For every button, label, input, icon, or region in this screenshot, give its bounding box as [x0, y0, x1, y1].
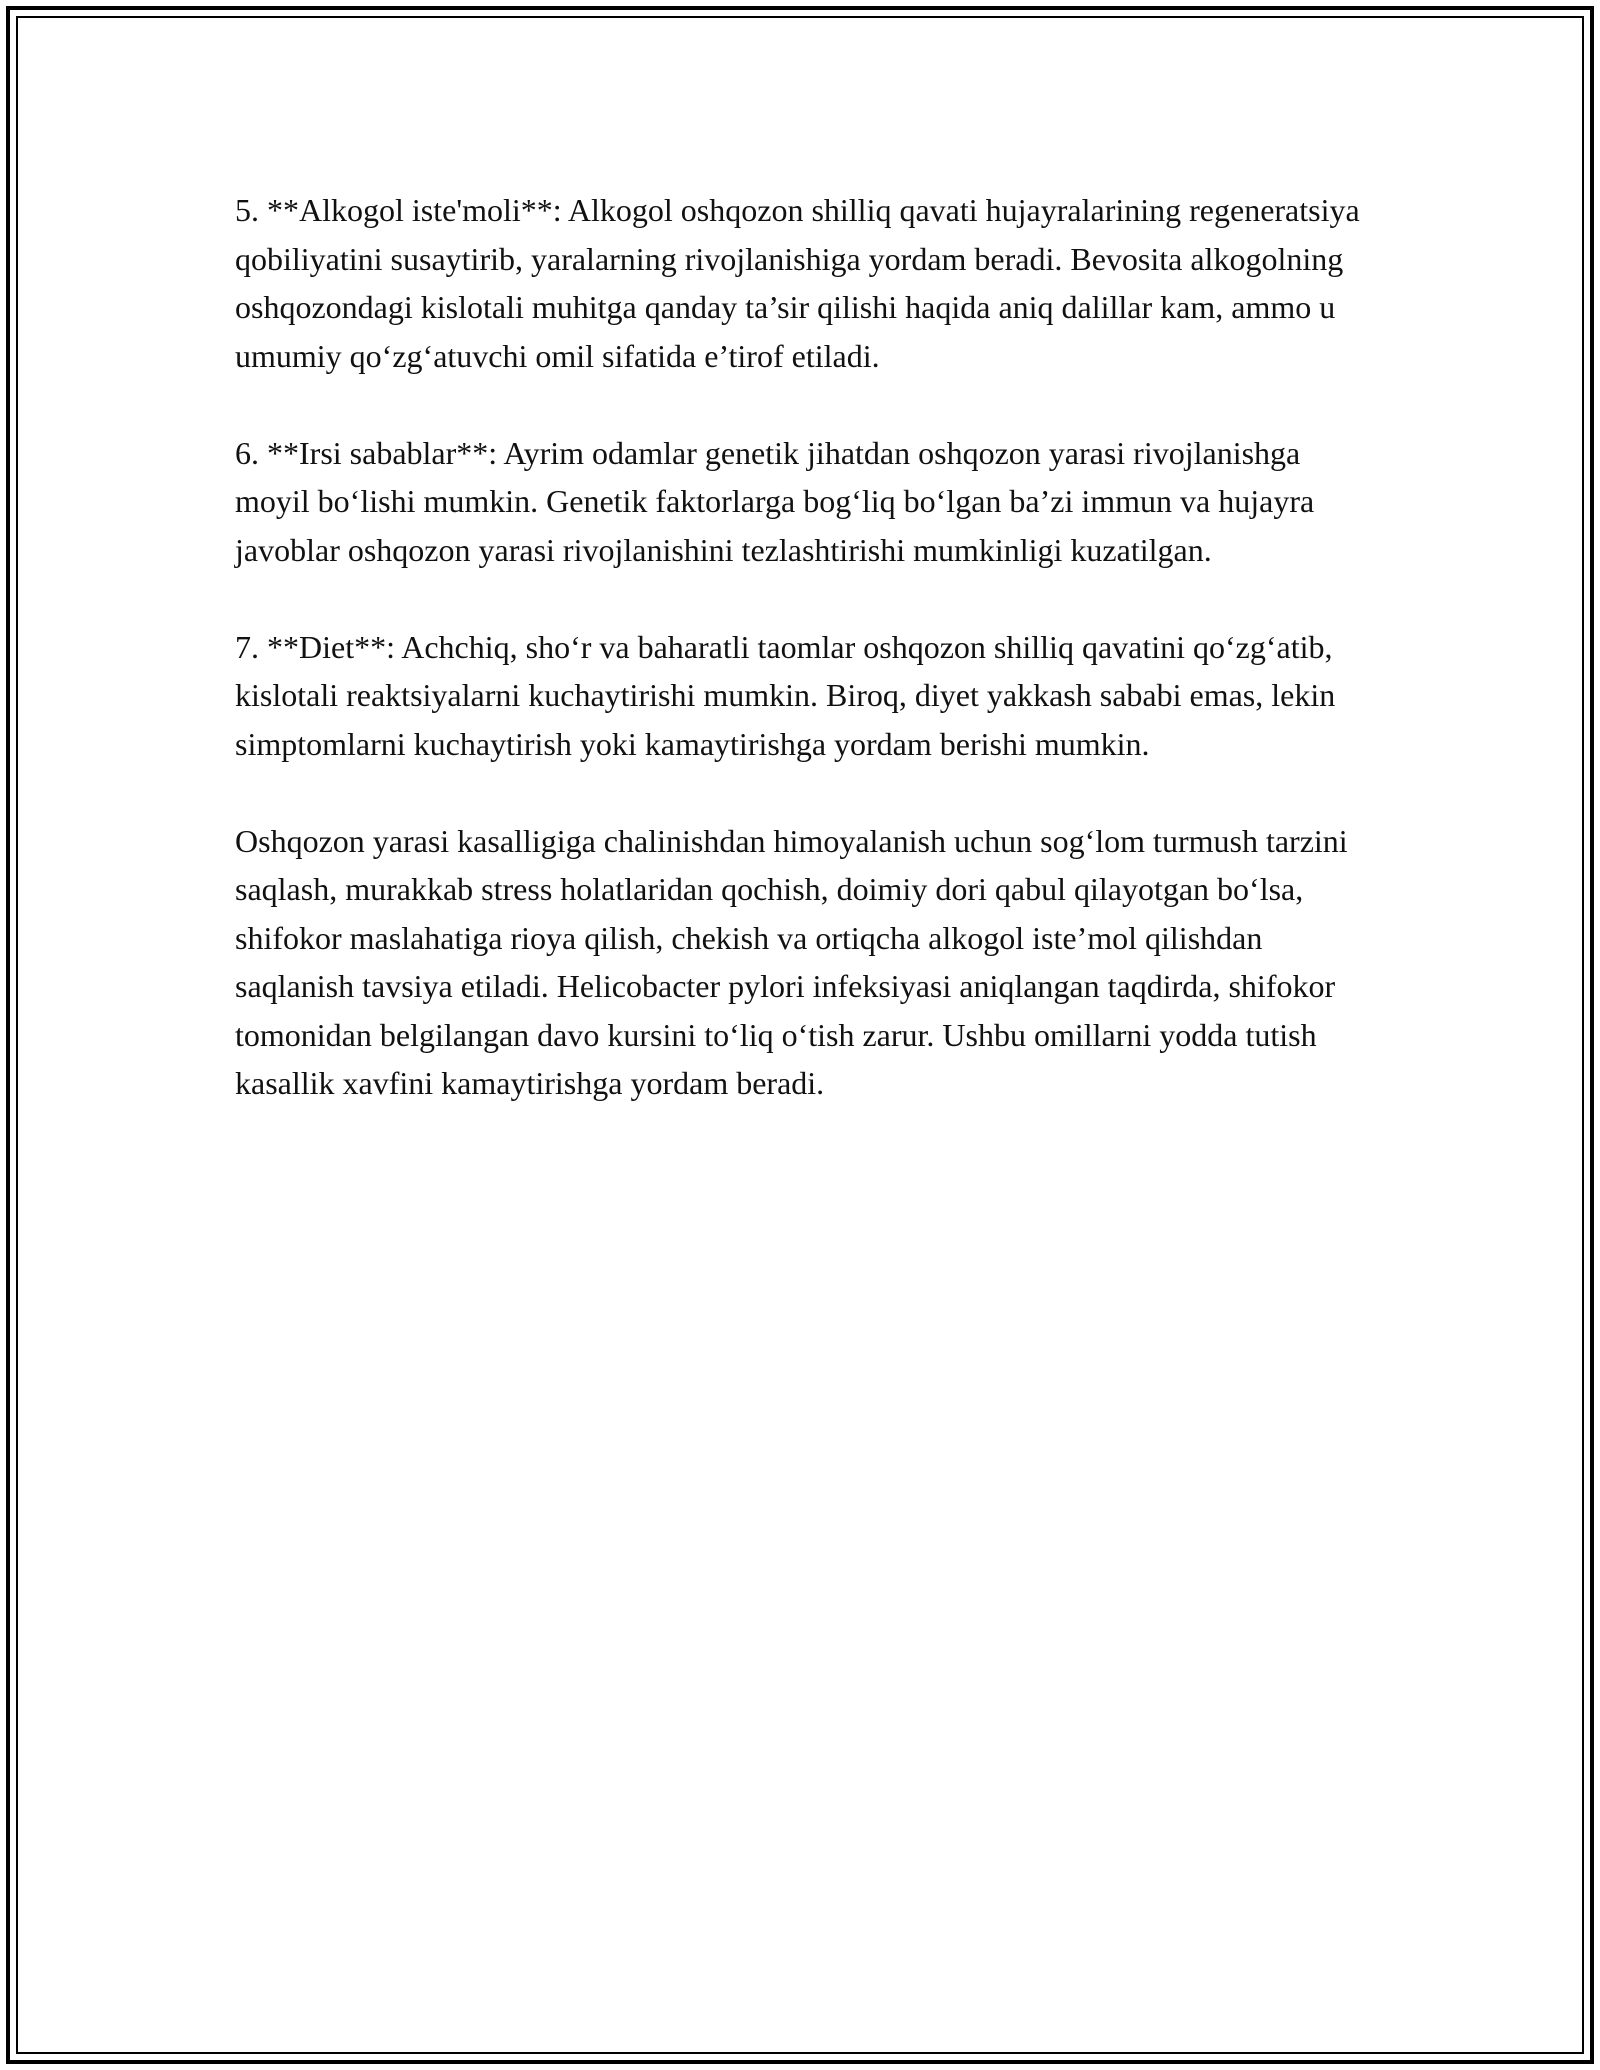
paragraph-diet: 7. **Diet**: Achchiq, sho‘r va baharatli taomlar oshqozon shilliq qavatini qo‘zg‘atib, kislotali reaktsiyalarni kuchaytirishi mumkin. Biroq, diyet yakkash sababi emas, lekin simptomlarni kuchaytirish yoki kamaytirishga yordam berishi mumkin.	[235, 628, 1336, 762]
document-body	[235, 186, 1375, 1156]
paragraph-alcohol: 5. **Alkogol iste'moli**: Alkogol oshqozon shilliq qavati hujayralarining regeneratsiya qobiliyatini susaytirib, yaralarning rivojlanishiga yordam beradi. Bevosita alkogolning oshqozondagi kislotali muhitga qanday ta’sir qilishi haqida aniq dalillar kam, ammo u umumiy qo‘zg‘atuvchi omil sifatida e’tirof etiladi.	[235, 192, 1360, 374]
paragraph-heredity: 6. **Irsi sabablar**: Ayrim odamlar genetik jihatdan oshqozon yarasi rivojlanishga moyil bo‘lishi mumkin. Genetik faktorlarga bog‘liq bo‘lgan ba’zi immun va hujayra javoblar oshqozon yarasi rivojlanishini tezlashtirishi mumkinligi kuzatilgan.	[235, 434, 1315, 568]
paragraph-conclusion: Oshqozon yarasi kasalligiga chalinishdan himoyalanish uchun sog‘lom turmush tarzini saqlash, murakkab stress holatlaridan qochish, doimiy dori qabul qilayotgan bo‘lsa, shifokor maslahatiga rioya qilish, chekish va ortiqcha alkogol iste’mol qilishdan saqlanish tavsiya etiladi. Helicobacter pylori infeksiyasi aniqlangan taqdirda, shifokor tomonidan belgilangan davo kursini to‘liq o‘tish zarur. Ushbu omillarni yodda tutish kasallik xavfini kamaytirishga yordam beradi.	[235, 822, 1348, 1101]
